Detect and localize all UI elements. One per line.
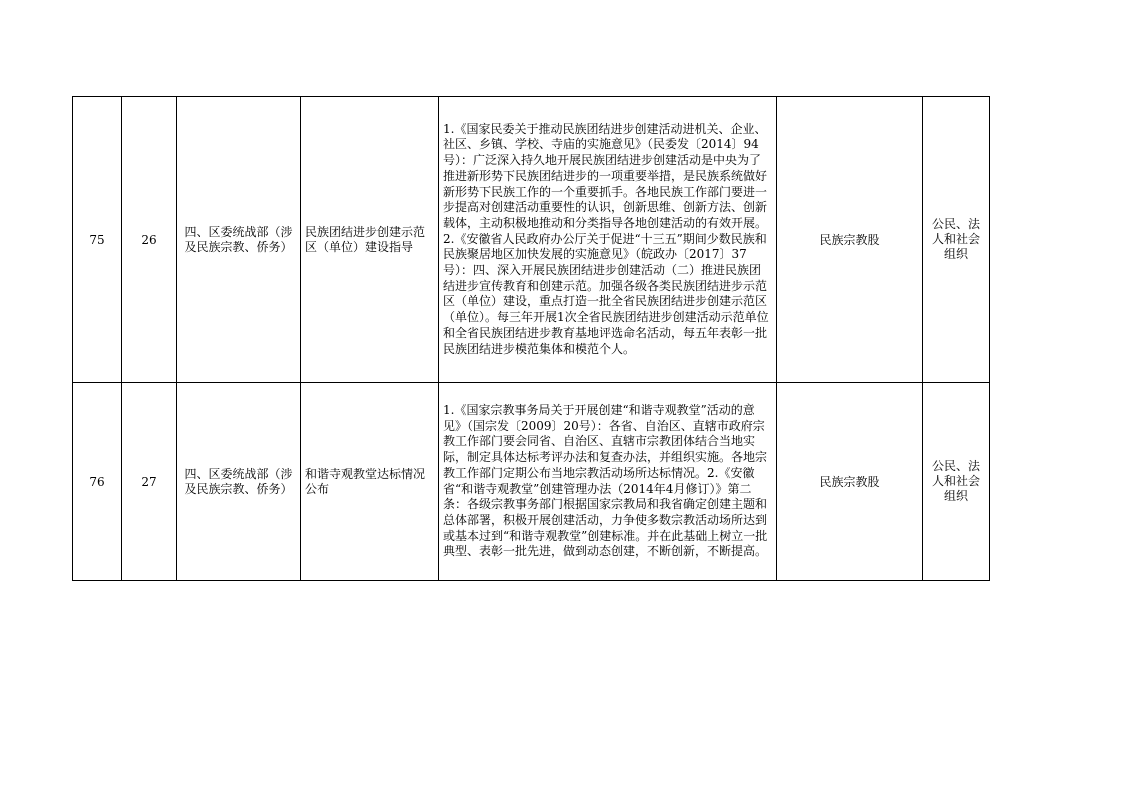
- row-sub-seq: 26: [122, 97, 177, 383]
- basis-paragraph: 2.《安徽省人民政府办公厅关于促进“十三五”期间少数民族和民族聚居地区加快发展的实施意见》（皖政办〔2017〕37号）：四、深入开展民族团结进步创建活动（二）推进民族团结进步宣传教育和创建示范。加强各级各类民族团结进步示范区（单位）建设，重点打造一批全省民族团结进步创建示范区（单位）。每三年开展1次全省民族团结进步创建活动示范单位和全省民族团结进步教育基地评选命名活动，每五年表彰一批民族团结进步模范集体和模范个人。: [443, 231, 769, 356]
- row-sub-seq: 27: [122, 383, 177, 581]
- row-item-name: 和谐寺观教堂达标情况公布: [301, 383, 439, 581]
- table-row: [73, 383, 990, 581]
- row-legal-basis: [439, 97, 777, 383]
- row-department: 四、区委统战部（涉及民族宗教、侨务）: [177, 97, 301, 383]
- row-seq: 75: [73, 97, 122, 383]
- row-office: 民族宗教股: [777, 383, 923, 581]
- row-target: 公民、法人和社会组织: [923, 97, 990, 383]
- row-seq: 76: [73, 383, 122, 581]
- row-legal-basis: [439, 383, 777, 581]
- table-row: [73, 97, 990, 383]
- row-target: 公民、法人和社会组织: [923, 383, 990, 581]
- services-table: [72, 96, 990, 581]
- row-item-name: 民族团结进步创建示范区（单位）建设指导: [301, 97, 439, 383]
- basis-paragraph: 1.《国家宗教事务局关于开展创建“和谐寺观教堂”活动的意见》（国宗发〔2009〕20号）：各省、自治区、直辖市政府宗教工作部门要会同省、自治区、直辖市宗教团体结合当地实际，制定具体达标考评办法和复查办法，并组织实施。各地宗教工作部门定期公布当地宗教活动场所达标情况。2.《安徽省“和谐寺观教堂”创建管理办法（2014年4月修订）》第二条：各级宗教事务部门根据国家宗教局和我省确定创建主题和总体部署，积极开展创建活动，力争使多数宗教活动场所达到或基本过到“和谐寺观教堂”创建标准。并在此基础上树立一批典型、表彰一批先进，做到动态创建，不断创新，不断提高。: [443, 402, 768, 559]
- row-department: 四、区委统战部（涉及民族宗教、侨务）: [177, 383, 301, 581]
- basis-paragraph: 1.《国家民委关于推动民族团结进步创建活动进机关、企业、社区、乡镇、学校、寺庙的实施意见》（民委发〔2014〕94号）：广泛深入持久地开展民族团结进步创建活动是中央为了推进新形势下民族团结进步的一项重要举措，是民族系统做好新形势下民族工作的一个重要抓手。各地民族工作部门要进一步提高对创建活动重要性的认识，创新思维、创新方法、创新载体，主动积极地推动和分类指导各地创建活动的有效开展。: [443, 121, 768, 230]
- row-office: 民族宗教股: [777, 97, 923, 383]
